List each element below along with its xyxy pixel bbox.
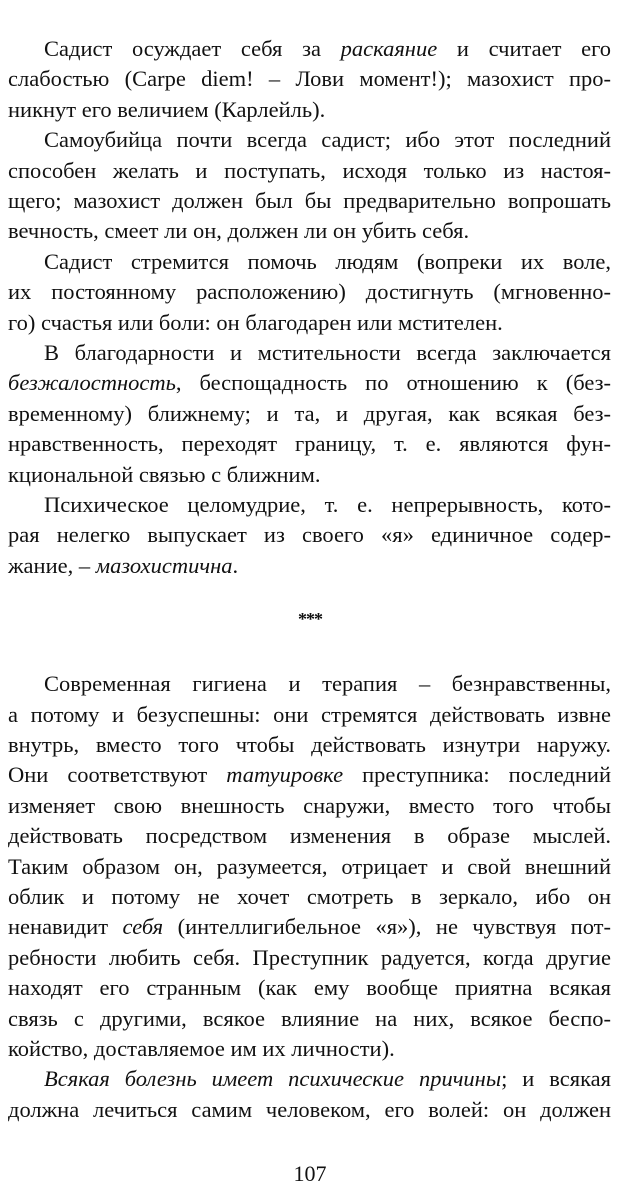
text-line: должна лечиться самим человеком, его волей: он должен	[8, 1096, 611, 1122]
text-line: временному) ближнему; и та, и другая, как всякая без-	[8, 400, 611, 426]
section-separator: ***	[298, 609, 322, 630]
text-line: находят его странным (как ему вообще приятна всякая	[8, 975, 611, 1001]
text-line: слабостью (Carpe diem! – Лови момент!); мазохист про-	[8, 66, 611, 92]
text-line: облик и потому не хочет смотреть в зеркало, ибо он	[8, 884, 611, 909]
text-line: жание, – мазохистична.	[8, 552, 239, 578]
text-line: связь с другими, всякое влияние на них, всякое беспо-	[8, 1005, 611, 1031]
text-line: действовать посредством изменения в образе мыслей.	[8, 823, 611, 849]
text-line: кциональной связью с ближним.	[8, 461, 321, 487]
text-line: безжалостность, беспощадность по отношению к (без-	[8, 370, 611, 396]
text-line: го) счастья или боли: он благодарен или мстителен.	[8, 309, 503, 335]
text-line: вечность, смеет ли он, должен ли он убить себя.	[8, 218, 470, 244]
text-line: В благодарности и мстительности всегда заключается	[44, 340, 611, 365]
text-line: Самоубийца почти всегда садист; ибо этот последний	[44, 127, 611, 153]
page-number: 107	[293, 1161, 327, 1187]
text-line: их постоянному расположению) достигнуть (мгновенно-	[8, 279, 611, 305]
text-line: нравственность, переходят границу, т. е. являются фун-	[8, 431, 611, 457]
text-line: Садист осуждает себя за раскаяние и считает его	[44, 36, 611, 61]
text-line: Они соответствуют татуировке преступника: последний	[8, 762, 611, 788]
text-line: изменяет свою внешность снаружи, вместо того чтобы	[8, 792, 611, 818]
text-line: Садист стремится помочь людям (вопреки их воле,	[44, 248, 611, 274]
text-line: рая нелегко выпускает из своего «я» единичное содер-	[8, 522, 611, 548]
text-line: ненавидит себя (интеллигибельное «я»), не чувствуя пот-	[8, 914, 611, 940]
text-line: ребности любить себя. Преступник радуется, когда другие	[8, 944, 611, 970]
text-line: а потому и безуспешны: они стремятся действовать извне	[8, 701, 611, 727]
text-line: Всякая болезнь имеет психические причины; и всякая	[44, 1066, 611, 1092]
text-line: щего; мазохист должен был бы предварительно вопрошать	[8, 188, 611, 213]
text-line: способен желать и поступать, исходя только из настоя-	[8, 157, 611, 183]
text-line: никнут его величием (Карлейль).	[8, 96, 326, 122]
text-line: Современная гигиена и терапия – безнравственны,	[44, 671, 611, 697]
text-line: койство, доставляемое им их личности).	[8, 1036, 395, 1061]
text-line: внутрь, вместо того чтобы действовать изнутри наружу.	[8, 732, 611, 757]
text-line: Таким образом он, разумеется, отрицает и свой внешний	[8, 853, 611, 879]
text-line: Психическое целомудрие, т. е. непрерывность, кото-	[44, 492, 611, 517]
